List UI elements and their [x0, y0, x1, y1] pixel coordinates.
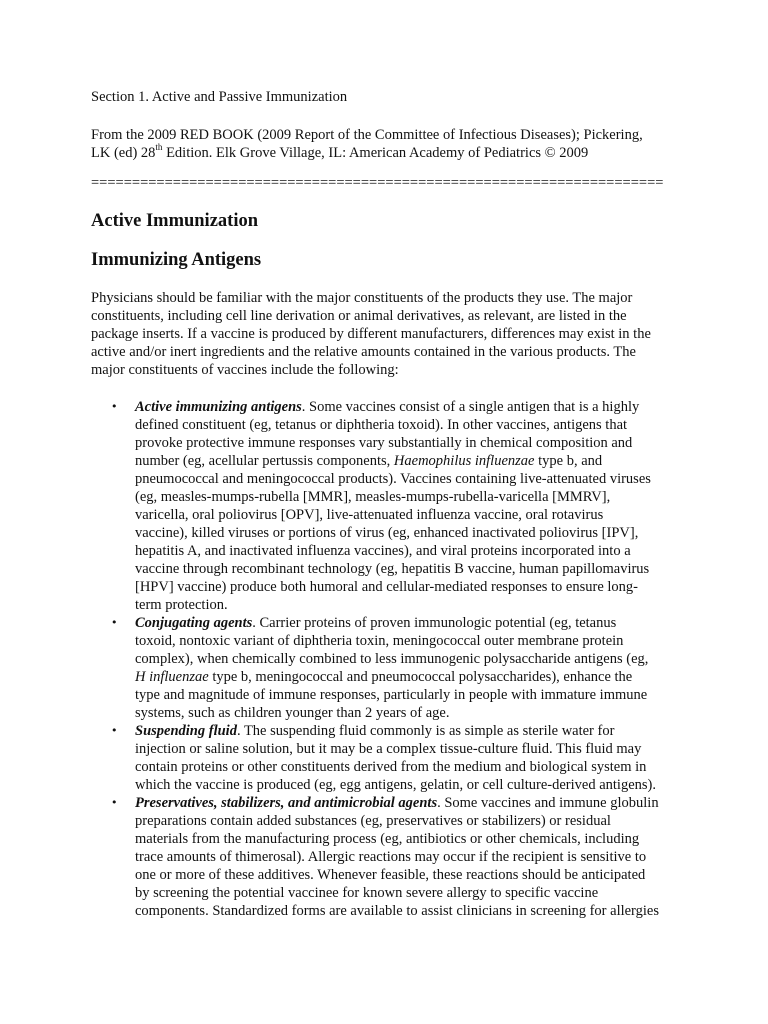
list-line: toxoid, nontoxic variant of diphtheria toxin, meningococcal outer membrane protein: [135, 633, 624, 649]
list-text: type b, meningococcal and pneumococcal polysaccharides), enhance the: [208, 669, 633, 685]
bullet-icon: •: [111, 724, 118, 737]
list-line: contain proteins or other constituents derived from the medium and biological system in: [135, 759, 647, 775]
citation-text: LK (ed) 28: [91, 145, 156, 161]
intro-line: Physicians should be familiar with the major constituents of the products they use. The major: [91, 290, 633, 306]
term-label: Conjugating agents: [135, 615, 253, 631]
citation-line: From the 2009 RED BOOK (2009 Report of the Committee of Infectious Diseases); Pickering,: [91, 127, 643, 143]
citation-text: Edition. Elk Grove Village, IL: American Academy of Pediatrics © 2009: [162, 145, 589, 161]
intro-line: active and/or inert ingredients and the relative amounts contained in the various products. The: [91, 344, 636, 360]
list-item-conjugating-agents: [91, 614, 691, 722]
list-text: . The suspending fluid commonly is as simple as sterile water for: [236, 723, 615, 739]
list-text: type b, and: [534, 453, 603, 469]
list-line: [135, 794, 691, 812]
list-line: systems, such as children younger than 2 years of age.: [135, 705, 450, 721]
list-line: which the vaccine is produced (eg, egg antigens, gelatin, or cell culture-derived antigens).: [135, 777, 656, 793]
italic-term: Haemophilus influenzae: [393, 453, 535, 469]
intro-line: package inserts. If a vaccine is produced by different manufacturers, differences may exist in the: [91, 326, 651, 342]
constituents-list: [91, 398, 691, 920]
list-line: varicella, oral poliovirus [OPV], live-attenuated influenza vaccine, oral rotavirus: [135, 507, 604, 523]
list-item-preservatives: [91, 794, 691, 920]
list-line: materials from the manufacturing process (eg, antibiotics or other chemicals, including: [135, 831, 640, 847]
list-text: number (eg, acellular pertussis components,: [135, 453, 394, 469]
list-line: vaccine through recombinant technology (eg, hepatitis B vaccine, human papillomavirus: [135, 561, 650, 577]
term-label: Suspending fluid: [135, 723, 237, 739]
list-line: [135, 722, 691, 740]
list-text: . Some vaccines consist of a single antigen that is a highly: [301, 399, 640, 415]
edition-superscript: th: [155, 142, 163, 153]
italic-term: H influenzae: [135, 669, 209, 685]
list-line: [135, 668, 691, 686]
list-line: injection or saline solution, but it may be a complex tissue-culture fluid. This fluid may: [135, 741, 642, 757]
list-line: preparations contain added substances (eg, preservatives or stabilizers) or residual: [135, 813, 611, 829]
citation: [91, 126, 691, 162]
term-label: Active immunizing antigens: [135, 399, 302, 415]
list-line: hepatitis A, and inactivated influenza vaccines), and viral proteins incorporated into a: [135, 543, 631, 559]
intro-line: major constituents of vaccines include the following:: [91, 362, 399, 378]
list-line: complex), when chemically combined to less immunogenic polysaccharide antigens (eg,: [135, 651, 649, 667]
bullet-icon: •: [111, 400, 118, 413]
bullet-icon: •: [111, 616, 118, 629]
list-line: components. Standardized forms are available to assist clinicians in screening for allergies: [135, 903, 659, 919]
bullet-icon: •: [111, 796, 118, 809]
section-title: Section 1. Active and Passive Immunization: [91, 89, 348, 105]
intro-line: constituents, including cell line derivation or animal derivatives, as relevant, are listed in the: [91, 308, 627, 324]
list-line: by screening the potential vaccinee for known severe allergy to specific vaccine: [135, 885, 599, 901]
intro-paragraph: [91, 289, 691, 379]
list-item-active-immunizing-antigens: [91, 398, 691, 614]
document-page: [91, 88, 691, 920]
list-line: defined constituent (eg, tetanus or diphtheria toxoid). In other vaccines, antigens that: [135, 417, 628, 433]
list-line: (eg, measles-mumps-rubella [MMR], measles-mumps-rubella-varicella [MMRV],: [135, 489, 611, 505]
separator-line: ======================================================================: [91, 175, 664, 191]
list-text: . Some vaccines and immune globulin: [437, 795, 659, 811]
list-line: [HPV] vaccine) produce both humoral and cellular-mediated responses to ensure long-: [135, 579, 639, 595]
list-line: [135, 398, 691, 416]
list-line: type and magnitude of immune responses, particularly in people with immature immune: [135, 687, 648, 703]
list-line: vaccine), killed viruses or portions of virus (eg, enhanced inactivated poliovirus [IPV],: [135, 525, 639, 541]
citation-line: [91, 144, 691, 162]
heading-immunizing-antigens: Immunizing Antigens: [91, 250, 262, 270]
list-line: trace amounts of thimerosal). Allergic reactions may occur if the recipient is sensitive to: [135, 849, 647, 865]
list-text: . Carrier proteins of proven immunologic potential (eg, tetanus: [252, 615, 617, 631]
list-line: provoke protective immune responses vary substantially in chemical composition and: [135, 435, 633, 451]
list-item-suspending-fluid: [91, 722, 691, 794]
heading-active-immunization: Active Immunization: [91, 211, 258, 231]
list-line: pneumococcal and meningococcal products). Vaccines containing live-attenuated viruses: [135, 471, 651, 487]
list-line: [135, 614, 691, 632]
list-line: [135, 452, 691, 470]
list-line: term protection.: [135, 597, 228, 613]
term-label: Preservatives, stabilizers, and antimicrobial agents: [135, 795, 438, 811]
list-line: one or more of these additives. Whenever feasible, these reactions should be anticipated: [135, 867, 646, 883]
